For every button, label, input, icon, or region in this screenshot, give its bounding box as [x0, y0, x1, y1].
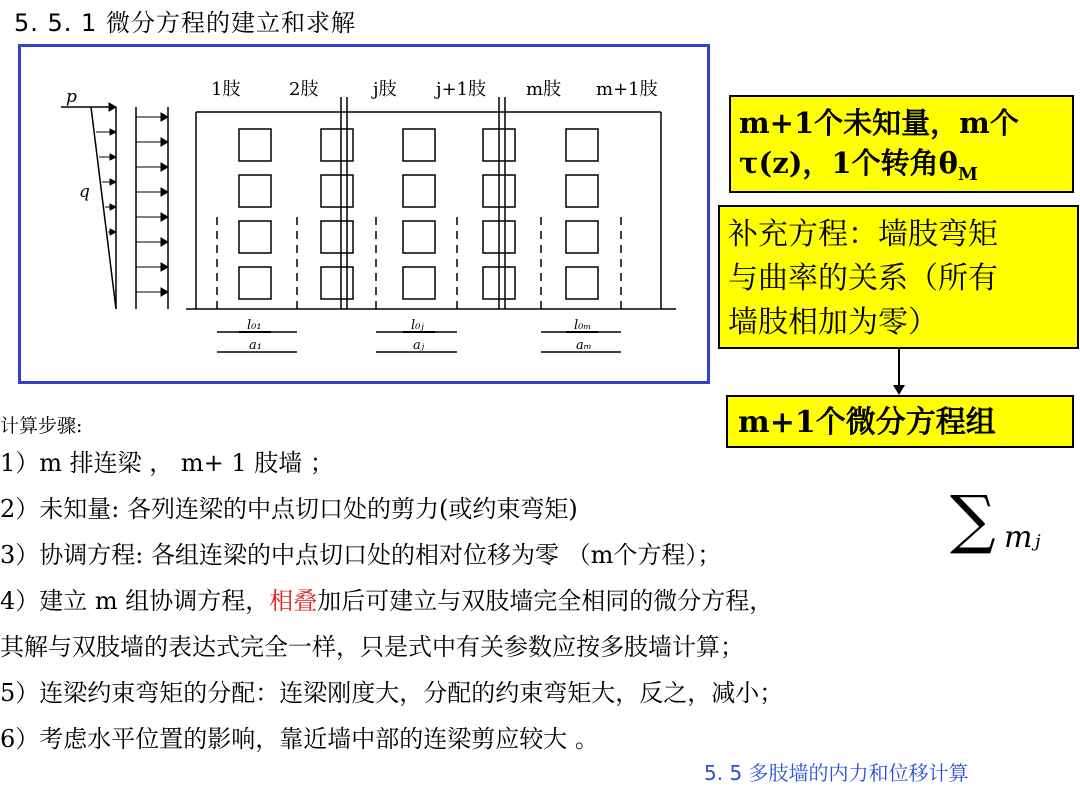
shear-wall-figure: [18, 44, 710, 384]
step-5: 5）连梁约束弯矩的分配：连梁刚度大，分配的约束弯矩大，反之，减小；: [0, 679, 784, 707]
page-title: 5. 5. 1 微分方程的建立和求解: [14, 9, 356, 37]
step-6: 6）考虑水平位置的影响，靠近墙中部的连梁剪应较大 。: [0, 725, 599, 753]
unknowns-box: [729, 95, 1074, 193]
shear-wall-diagram: [21, 47, 707, 381]
limb-label-2: 2肢: [289, 79, 319, 100]
unknowns-subscript: M: [957, 163, 978, 185]
unknowns-line-2: τ(z)，1个转角$\theta_M$: [739, 146, 978, 185]
calculation-steps: [0, 412, 783, 762]
dim-aj: aⱼ: [413, 338, 425, 353]
limb-label-j: j肢: [373, 79, 397, 100]
dim-l0m: l₀ₘ: [574, 318, 592, 333]
limb-label-m1: m+1肢: [596, 79, 658, 100]
differential-equations-box: m+1个微分方程组: [726, 395, 1074, 448]
dim-l0j: l₀ⱼ: [411, 318, 424, 333]
emphasis-text: 相叠: [269, 587, 318, 615]
step-3: 3）协调方程: 各组连梁的中点切口处的相对位移为零 （m个方程）；: [0, 541, 722, 569]
load-label-q: q: [79, 182, 90, 202]
arrow-down-icon: [893, 385, 905, 395]
limb-label-m: m肢: [526, 79, 562, 100]
supplement-line-2: 与曲率的关系（所有: [728, 261, 998, 296]
supplement-line-3: 墙肢相加为零）: [728, 305, 938, 340]
steps-heading: 计算步骤:: [0, 415, 83, 437]
limb-label-1: 1肢: [211, 79, 241, 100]
flow-arrow-line: [898, 349, 900, 387]
limb-label-j1: j+1肢: [436, 79, 487, 100]
summation-term: mⱼ: [1004, 520, 1041, 555]
section-footer: 5. 5 多肢墙的内力和位移计算: [704, 761, 969, 785]
supplement-line-1: 补充方程：墙肢弯矩: [728, 217, 998, 252]
summation-symbol: ∑: [950, 483, 996, 557]
dim-a1: a₁: [249, 338, 262, 353]
step-1: 1）m 排连梁 ， m+ 1 肢墙 ；: [0, 449, 334, 477]
dim-am: aₘ: [576, 338, 592, 353]
load-label-p: p: [66, 87, 77, 107]
step-4: 4）建立 m 组协调方程，相叠加后可建立与双肢墙完全相同的微分方程，: [0, 587, 774, 615]
supplementary-equation-box: [718, 205, 1079, 349]
unknowns-line-1: m+1个未知量，m个: [739, 106, 1019, 140]
step-2: 2）未知量: 各列连梁的中点切口处的剪力(或约束弯矩): [0, 495, 578, 523]
dim-l01: l₀₁: [247, 318, 262, 333]
step-4-continued: 其解与双肢墙的表达式完全一样，只是式中有关参数应按多肢墙计算；: [0, 633, 744, 661]
